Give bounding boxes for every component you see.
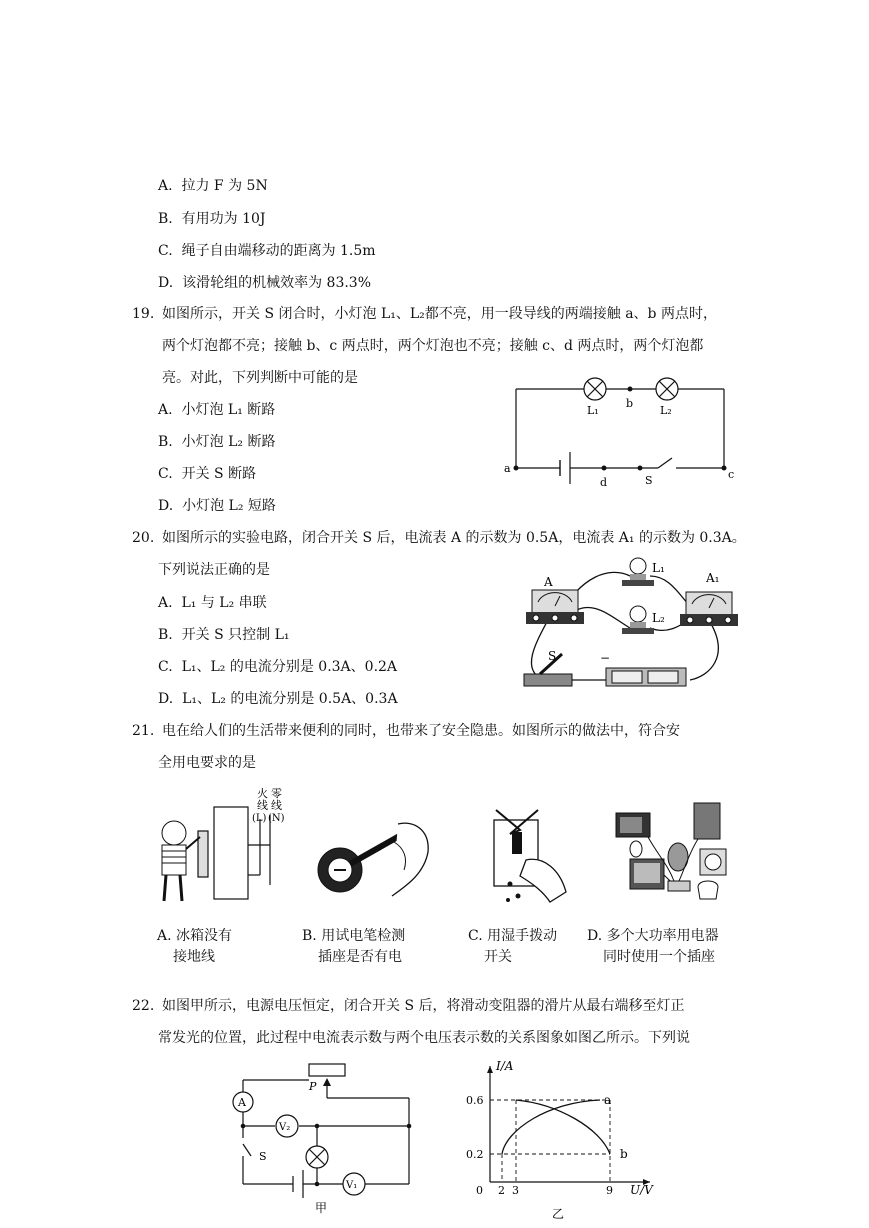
q19-stem-line1: 如图所示，开关 S 闭合时，小灯泡 L₁、L₂都不亮，用一段导线的两端接触 a、b 两点时， <box>162 306 717 322</box>
q20-stem-line2: 下列说法正确的是 <box>158 562 270 578</box>
q20-bulb-l1 <box>622 558 654 586</box>
q18-option-b: B. 有用功为 10J <box>158 211 266 227</box>
q20-label-a: A <box>544 575 553 589</box>
q20-label-l2: L₂ <box>652 611 665 625</box>
q21-image-a-fridge <box>150 785 290 915</box>
q19-number: 19. <box>132 306 155 322</box>
q20-number: 20. <box>132 530 155 546</box>
q19-option-b: B. 小灯泡 L₂ 断路 <box>158 434 276 450</box>
q19-bulb-l2 <box>656 378 678 400</box>
q21-label-zero-2: 线 <box>271 799 282 812</box>
q20-stem-line1: 如图所示的实验电路，闭合开关 S 后，电流表 A 的示数为 0.5A，电流表 A₁ 的示数为 0.3A。 <box>162 530 746 546</box>
q20-circuit-photo <box>510 556 750 696</box>
q22-graph-yi <box>460 1058 665 1224</box>
q19-circuit-figure <box>500 370 750 490</box>
q21-label-zero: 零 <box>271 787 282 800</box>
q20-battery-holder <box>606 668 686 686</box>
q19-option-c: C. 开关 S 断路 <box>158 466 257 482</box>
q20-ammeter-a1 <box>680 592 738 626</box>
q22-lamp <box>306 1146 328 1168</box>
q21-stem-line2: 全用电要求的是 <box>158 755 256 771</box>
q21-stem-line1: 电在给人们的生活带来便利的同时，也带来了安全隐患。如图所示的做法中，符合安 <box>162 723 680 739</box>
q22-label-v2: V₂ <box>279 1122 291 1133</box>
q21-caption-b: B. 用试电笔检测 插座是否有电 <box>302 928 406 965</box>
q19-bulb-l1 <box>584 378 606 400</box>
q20-label-minus: − <box>600 651 611 665</box>
q22-label-a: a <box>604 1093 612 1107</box>
q19-label-l2: L₂ <box>660 404 672 417</box>
q19-label-d: d <box>600 476 608 489</box>
q22-origin: 0 <box>476 1184 483 1197</box>
q20-option-c: C. L₁、L₂ 的电流分别是 0.3A、0.2A <box>158 659 398 675</box>
q22-number: 22. <box>132 998 155 1014</box>
q20-option-a: A. L₁ 与 L₂ 串联 <box>158 595 267 611</box>
q21-image-b-test-pen <box>310 800 440 910</box>
q19-label-s: S <box>645 474 653 487</box>
q22-ylabel: I/A <box>496 1059 514 1073</box>
q19-stem-line2: 两个灯泡都不亮；接触 b、c 两点时，两个灯泡也不亮；接触 c、d 两点时，两个灯泡都 <box>162 338 704 354</box>
q21-label-fire: 火 <box>257 787 268 800</box>
q20-label-l1: L₁ <box>652 561 665 575</box>
q19-option-a: A. 小灯泡 L₁ 断路 <box>158 402 276 418</box>
q20-bulb-l2 <box>622 606 654 634</box>
q21-caption-c: C. 用湿手拨动 开关 <box>468 928 558 965</box>
q19-label-b: b <box>626 397 634 410</box>
q22-caption-jia: 甲 <box>315 1201 328 1215</box>
q21-image-d-appliances <box>608 795 738 910</box>
q22-label-s: S <box>259 1150 267 1163</box>
q22-caption-yi: 乙 <box>552 1207 565 1221</box>
q22-ytick-02: 0.2 <box>466 1148 484 1161</box>
q21-caption-d: D. 多个大功率用电器 同时使用一个插座 <box>587 928 719 965</box>
q21-number: 21. <box>132 723 155 739</box>
q22-label-a: A <box>238 1096 246 1109</box>
q19-label-c: c <box>728 468 735 481</box>
q22-label-b: b <box>620 1147 628 1161</box>
q20-option-d: D. L₁、L₂ 的电流分别是 0.5A、0.3A <box>158 691 398 707</box>
q22-stem-line1: 如图甲所示，电源电压恒定，闭合开关 S 后，将滑动变阻器的滑片从最右端移至灯正 <box>162 998 685 1014</box>
q22-stem-line2: 常发光的位置，此过程中电流表示数与两个电压表示数的关系图象如图乙所示。下列说 <box>158 1030 690 1046</box>
q20-label-a1: A₁ <box>706 571 720 585</box>
q22-circuit-jia <box>225 1060 425 1220</box>
boy-figure <box>162 821 200 901</box>
q21-image-c-wet-hand <box>480 800 580 910</box>
q21-caption-a: A. 冰箱没有 接地线 <box>157 928 233 965</box>
q22-label-v1: V₁ <box>346 1180 358 1191</box>
q18-option-a: A. 拉力 F 为 5N <box>158 178 268 194</box>
q22-ytick-06: 0.6 <box>466 1094 484 1107</box>
q22-xtick-3: 3 <box>512 1184 519 1197</box>
q18-option-d: D. 该滑轮组的机械效率为 83.3% <box>158 275 372 291</box>
q19-option-d: D. 小灯泡 L₂ 短路 <box>158 498 276 514</box>
q22-label-p: P <box>309 1080 317 1093</box>
q22-xtick-2: 2 <box>498 1184 505 1197</box>
q19-label-l1: L₁ <box>587 404 599 417</box>
q21-label-fire-2: 线 <box>257 799 268 812</box>
q20-option-b: B. 开关 S 只控制 L₁ <box>158 627 290 643</box>
q19-label-a: a <box>504 462 511 475</box>
q20-ammeter-a <box>526 590 584 624</box>
q19-stem-line3: 亮。对此，下列判断中可能的是 <box>162 370 358 386</box>
q21-label-n: (N) <box>268 813 285 824</box>
q21-label-l: (L) <box>252 813 267 824</box>
q22-xtick-9: 9 <box>606 1184 613 1197</box>
q22-xlabel: U/V <box>630 1183 653 1197</box>
q20-label-s: S <box>548 649 557 663</box>
q22-curve-b <box>516 1100 610 1154</box>
q18-option-c: C. 绳子自由端移动的距离为 1.5m <box>158 243 376 259</box>
